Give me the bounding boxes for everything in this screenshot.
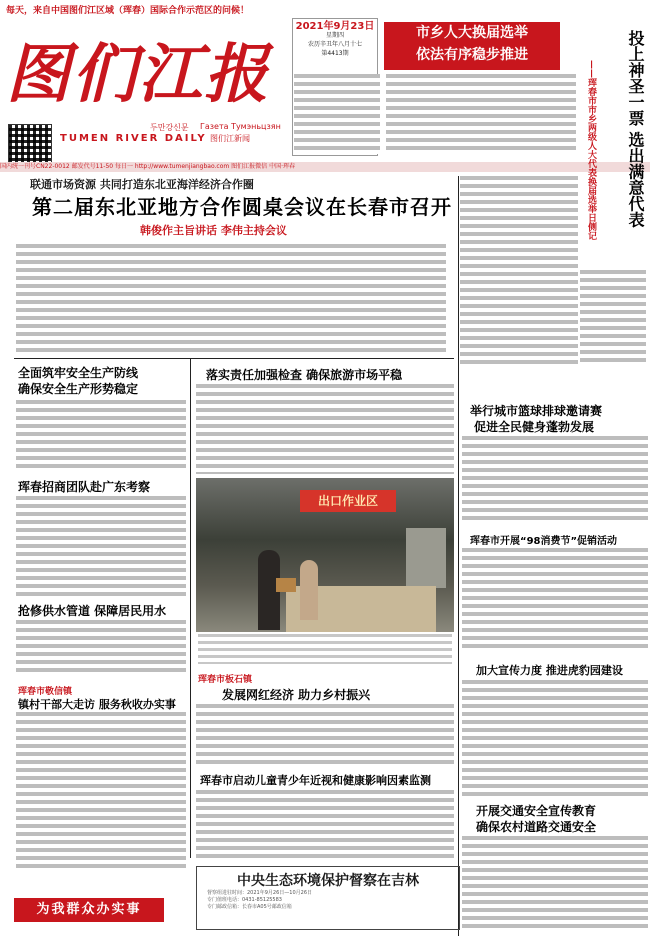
story-s10-title[interactable]: 加大宣传力度 推进虎豹园建设: [476, 664, 623, 677]
head-banner-body: [386, 74, 576, 154]
issue-number: 第4413期: [321, 50, 349, 57]
photo-worker: [300, 560, 318, 620]
story-s6-body: [196, 704, 454, 766]
head-banner[interactable]: [384, 22, 560, 70]
story-s4-body: [16, 712, 186, 872]
masthead-logo: 图们江报: [6, 37, 270, 112]
divider: [190, 358, 191, 858]
photo-sign: 出口作业区: [300, 490, 396, 512]
datebox-notes: [294, 74, 380, 154]
right-column-subtitle: ——珲春市市乡两级人大代表换届选举日侧记: [586, 60, 596, 240]
story-s8-line1[interactable]: 举行城市篮球排球邀请赛: [470, 404, 603, 418]
story-s5-body: [196, 384, 454, 474]
notice-line: 督察组进驻时间：2021年9月26日—10月26日: [207, 890, 312, 896]
divider: [14, 358, 454, 359]
masthead-russian: Газета Тумэньцзян: [200, 122, 281, 131]
story-s9-body: [462, 548, 648, 652]
lead-headline[interactable]: 第二届东北亚地方合作圆桌会议在长春市召开: [32, 195, 452, 219]
story-s3-body: [16, 620, 186, 676]
story-s1-line1[interactable]: 全面筑牢安全生产防线: [18, 366, 139, 380]
lead-body: [16, 244, 446, 354]
story-s2-title[interactable]: 珲春招商团队赴广东考察: [18, 480, 151, 494]
top-slogan: 每天，来自中国图们江区域（珲春）国际合作示范区的问候！: [6, 6, 250, 16]
story-s8-line2[interactable]: 促进全民健身蓬勃发展: [474, 420, 595, 434]
bottom-banner[interactable]: 为我群众办实事: [14, 898, 164, 922]
photo-shelf: [406, 528, 446, 588]
notice-line: 专门值班电话：0431-85125583: [207, 897, 282, 903]
story-s7-body: [196, 790, 454, 862]
right-column-body-2: [580, 270, 646, 366]
lunar-date: 农历辛丑年八月十七: [307, 41, 362, 48]
story-s10-body: [462, 680, 648, 796]
story-s11-body: [462, 836, 648, 930]
lead-subheadline: 韩俊作主旨讲话 李伟主持会议: [140, 224, 287, 237]
info-strip: 国内统一刊号CN22-0012 邮发代号11-50 每日一 http://www.tumenjiangbao.com 图们江报微信 中国·珲春: [0, 162, 650, 172]
story-s4-kicker: 珲春市敬信镇: [18, 687, 73, 697]
notice-line: 专门邮政信箱：长春市A05号邮政信箱: [207, 904, 292, 910]
right-column-title[interactable]: 投上神圣一票 选出满意代表: [626, 30, 645, 228]
head-banner-line1: 市乡人大换届选举: [416, 25, 528, 41]
masthead-chinese: 图们江新闻: [210, 134, 250, 143]
story-s4-title[interactable]: 镇村干部大走访 服务秋收办实事: [18, 698, 176, 711]
story-s5-title[interactable]: 落实责任加强检查 确保旅游市场平稳: [206, 368, 403, 382]
story-s9-title[interactable]: 珲春市开展“98消费节”促销活动: [470, 536, 618, 547]
story-s2-body: [16, 496, 186, 596]
news-photo: [196, 478, 454, 632]
story-s8-body: [462, 436, 648, 524]
inspection-notice-box: [196, 866, 460, 930]
story-s1-line2[interactable]: 确保安全生产形势稳定: [18, 382, 139, 396]
photo-caption: [198, 634, 452, 664]
notice-title: 中央生态环境保护督察在吉林: [237, 873, 419, 889]
masthead-korean: 두만강신문: [150, 123, 189, 132]
photo-parcel: [276, 578, 296, 592]
story-s6-title[interactable]: 发展网红经济 助力乡村振兴: [222, 688, 371, 702]
head-banner-line2: 依法有序稳步推进: [416, 47, 528, 63]
right-column-body: [460, 176, 578, 366]
story-s11-line1[interactable]: 开展交通安全宣传教育: [476, 804, 597, 818]
masthead-english: TUMEN RIVER DAILY: [60, 133, 207, 144]
story-s6-kicker: 珲春市板石镇: [198, 675, 253, 685]
issue-date: 2021年9月23日: [295, 21, 375, 32]
lead-kicker: 联通市场资源 共同打造东北亚海洋经济合作圈: [30, 178, 254, 191]
story-s7-title[interactable]: 珲春市启动儿童青少年近视和健康影响因素监测: [200, 774, 431, 787]
weekday: 星期四: [325, 32, 344, 39]
divider: [458, 176, 459, 936]
story-s3-title[interactable]: 抢修供水管道 保障居民用水: [18, 604, 167, 618]
story-s11-line2[interactable]: 确保农村道路交通安全: [476, 820, 597, 834]
story-s1-body: [16, 400, 186, 472]
